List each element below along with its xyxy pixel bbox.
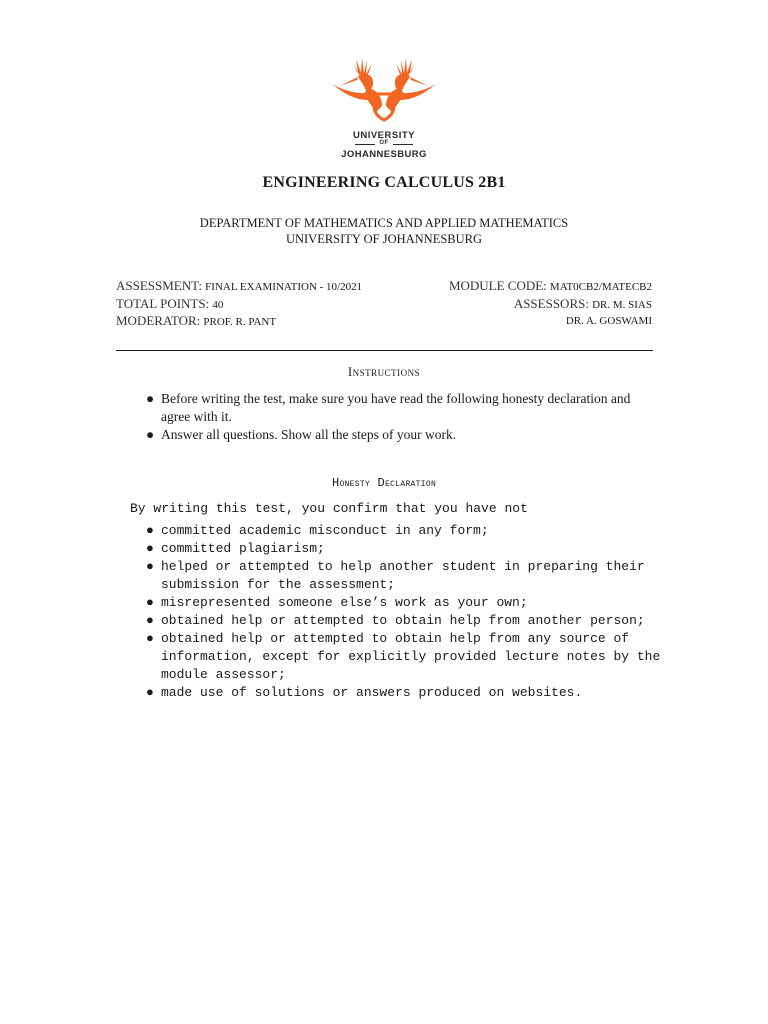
list-item: [146, 558, 666, 594]
list-item: [146, 522, 666, 540]
declaration-intro: By writing this test, you confirm that you have not: [130, 501, 528, 516]
assessment-row: [116, 278, 362, 296]
bullet-icon: ●: [146, 595, 154, 610]
total-points-label: TOTAL POINTS:: [116, 295, 210, 311]
assessment-value: FINAL EXAMINATION - 10/2021: [205, 281, 363, 293]
assessors-label: ASSESSORS:: [513, 295, 589, 311]
bullet-icon: ●: [146, 523, 154, 538]
bullet-icon: ●: [146, 685, 154, 700]
declaration-text: misrepresented someone else’s work as your own;: [161, 595, 528, 610]
list-item: [146, 390, 656, 426]
list-item: [146, 540, 666, 558]
logo-rule-right: [393, 144, 413, 145]
bullet-icon: ●: [146, 427, 155, 442]
bullet-icon: ●: [146, 559, 154, 574]
list-item: [146, 630, 666, 684]
instructions-list: [146, 390, 656, 444]
horizontal-rule: [116, 350, 653, 351]
instructions-heading: Instructions: [347, 364, 421, 379]
moderator-row: [116, 313, 362, 331]
assessor-2-row: [449, 313, 652, 330]
logo-text-of: OF: [379, 140, 389, 146]
declaration-list: [146, 522, 666, 702]
list-item: [146, 426, 656, 444]
moderator-value: PROF. R. PANT: [203, 316, 277, 328]
instruction-text: Answer all questions. Show all the steps of your work.: [161, 427, 457, 442]
module-code-row: [449, 278, 652, 296]
declaration-text: helped or attempted to help another student in preparing their submission for the assessment;: [161, 559, 645, 592]
list-item: [146, 612, 666, 630]
university-name: UNIVERSITY OF JOHANNESBURG: [285, 232, 483, 246]
honesty-heading: Honesty Declaration: [331, 476, 437, 490]
declaration-text: made use of solutions or answers produced on websites.: [161, 685, 583, 700]
document-title: ENGINEERING CALCULUS 2B1: [262, 174, 506, 191]
assessors-row: [449, 296, 652, 314]
list-item: [146, 684, 666, 702]
list-item: [146, 594, 666, 612]
module-code-label: MODULE CODE:: [448, 278, 547, 293]
declaration-text: committed plagiarism;: [161, 541, 325, 556]
declaration-text: obtained help or attempted to obtain help from any source of information, except for explicitly provided lecture notes by the module assessor;: [161, 631, 661, 682]
module-code-value: MAT0CB2/MATECB2: [549, 281, 652, 293]
bullet-icon: ●: [146, 391, 155, 406]
assessor-2: DR. A. GOSWAMI: [565, 315, 652, 327]
bullet-icon: ●: [146, 541, 154, 556]
bullet-icon: ●: [146, 613, 154, 628]
assessment-label: ASSESSMENT:: [116, 278, 203, 293]
declaration-text: committed academic misconduct in any form;: [161, 523, 489, 538]
assessment-info: [116, 278, 362, 331]
assessor-1: DR. M. SIAS: [592, 298, 652, 311]
module-info: [449, 278, 652, 330]
bullet-icon: ●: [146, 631, 154, 646]
total-points-row: [116, 296, 362, 314]
logo-text-university: UNIVERSITY: [352, 130, 415, 141]
department-name: DEPARTMENT OF MATHEMATICS AND APPLIED MATHEMATICS: [199, 216, 569, 230]
declaration-text: obtained help or attempted to obtain help from another person;: [161, 613, 645, 628]
hoopoe-birds-emblem: [320, 56, 448, 132]
moderator-label: MODERATOR:: [116, 313, 201, 328]
total-points-value: 40: [212, 298, 224, 311]
logo-text-johannesburg: JOHANNESBURG: [341, 149, 427, 160]
university-logo: [320, 56, 448, 164]
instruction-text: Before writing the test, make sure you have read the following honesty declaration and agree with it.: [161, 391, 631, 424]
